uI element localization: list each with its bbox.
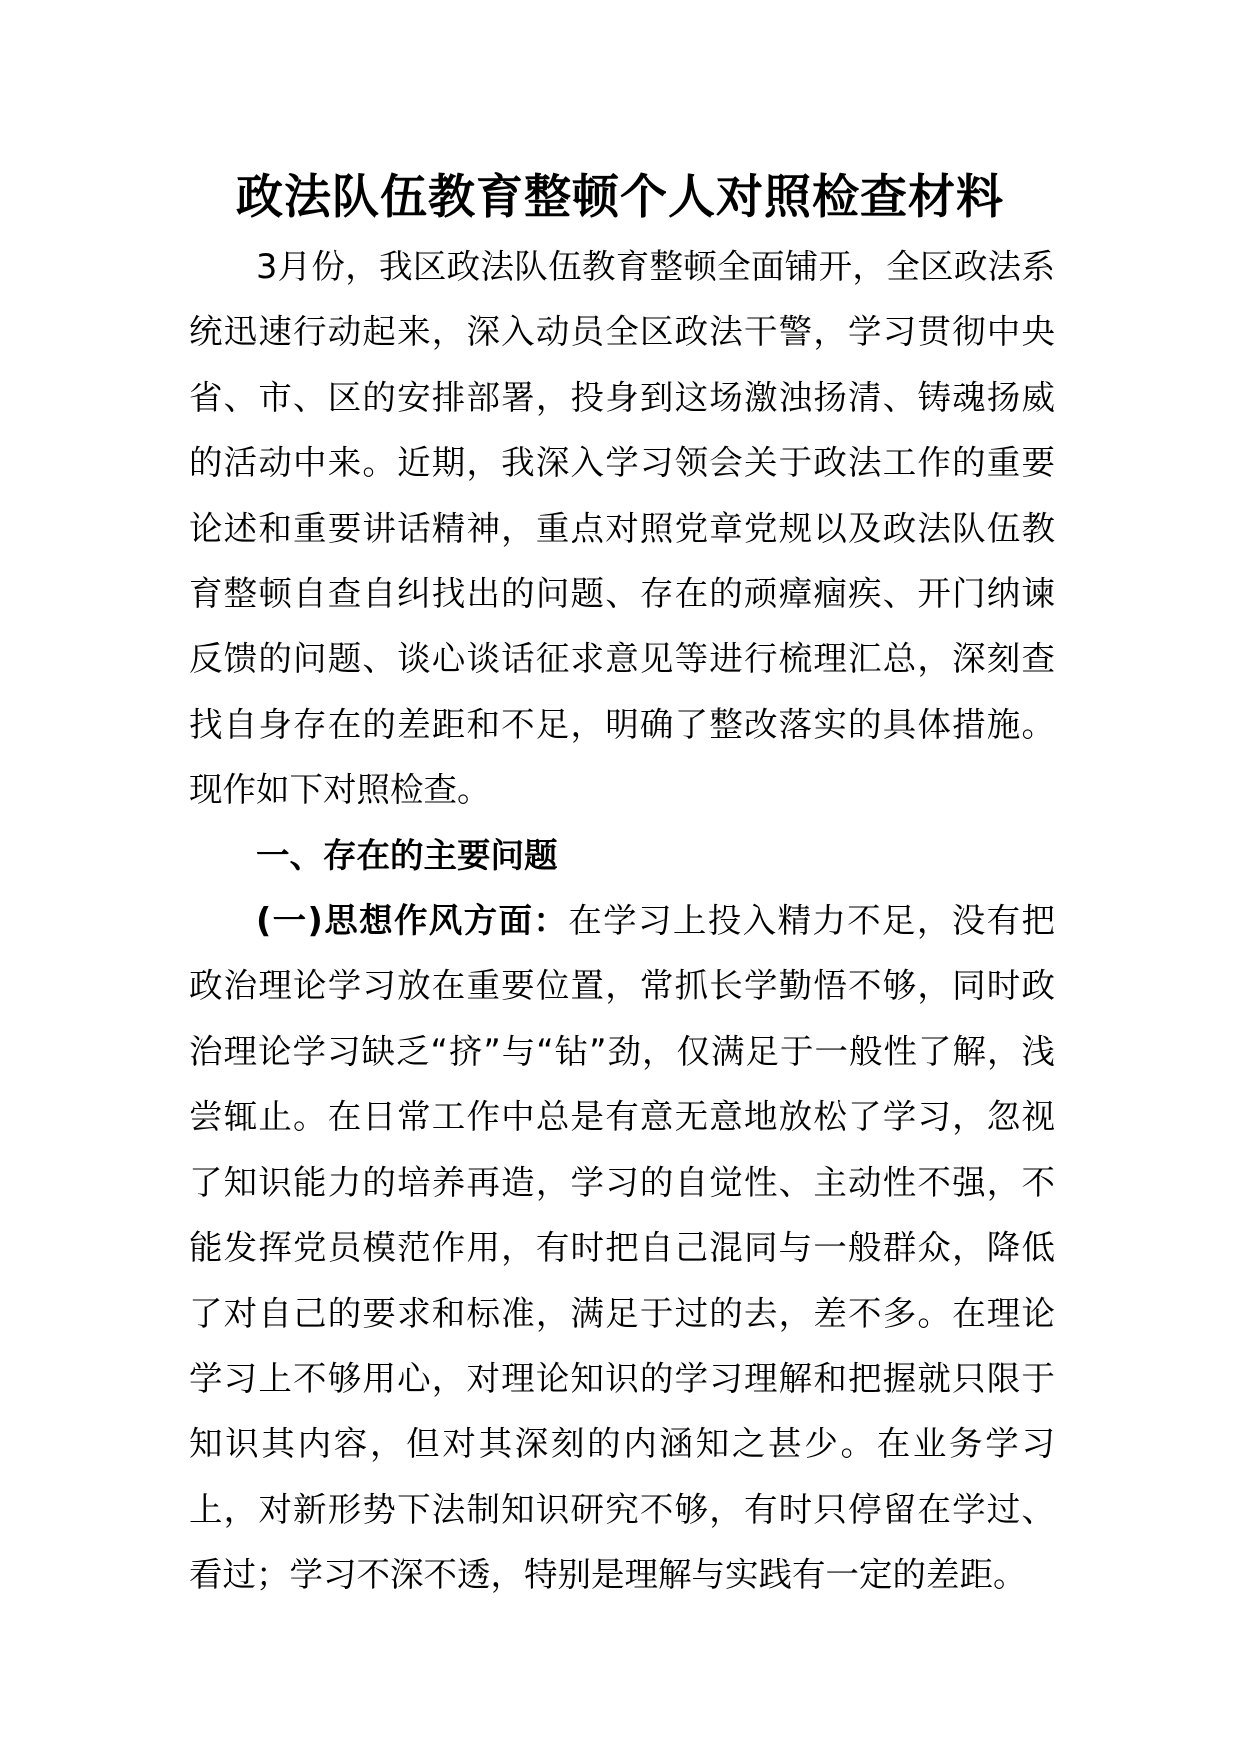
intro-paragraph: 3月份，我区政法队伍教育整顿全面铺开，全区政法系统迅速行动起来，深入动员全区政法干警，学习贯彻中央省、市、区的安排部署，投身到这场激浊扬清、铸魂扬威的活动中来。近期，我深入学习领会关于政法工作的重要论述和重要讲话精神，重点对照党章党规以及政法队伍教育整顿自查自纠找出的问题、存在的顽瘴痼疾、开门纳谏反馈的问题、谈心谈话征求意见等进行梳理汇总，深刻查找自身存在的差距和不足，明确了整改落实的具体措施。现作如下对照检查。 bbox=[189, 247, 1055, 810]
section-heading-main-problems: 一、存在的主要问题 bbox=[256, 835, 558, 875]
document-body bbox=[189, 234, 1055, 1608]
document-title: 政法队伍教育整顿个人对照检查材料 bbox=[236, 170, 1004, 225]
subsection-body-thinking-style: 在学习上投入精力不足，没有把政治理论学习放在重要位置，常抓长学勤悟不够，同时政治理论学习缺乏“挤”与“钻”劲，仅满足于一般性了解，浅尝辄止。在日常工作中总是有意无意地放松了学习，忽视了知识能力的培养再造，学习的自觉性、主动性不强，不能发挥党员模范作用，有时把自己混同与一般群众，降低了对自己的要求和标准，满足于过的去，差不多。在理论学习上不够用心，对理论知识的学习理解和把握就只限于知识其内容，但对其深刻的内涵知之甚少。在业务学习上，对新形势下法制知识研究不够，有时只停留在学过、看过；学习不深不透，特别是理解与实践有一定的差距。 bbox=[189, 901, 1055, 1595]
subsection-paragraph-thinking-style bbox=[189, 888, 1055, 1607]
subsection-heading-thinking-style: (一)思想作风方面： bbox=[256, 901, 569, 941]
